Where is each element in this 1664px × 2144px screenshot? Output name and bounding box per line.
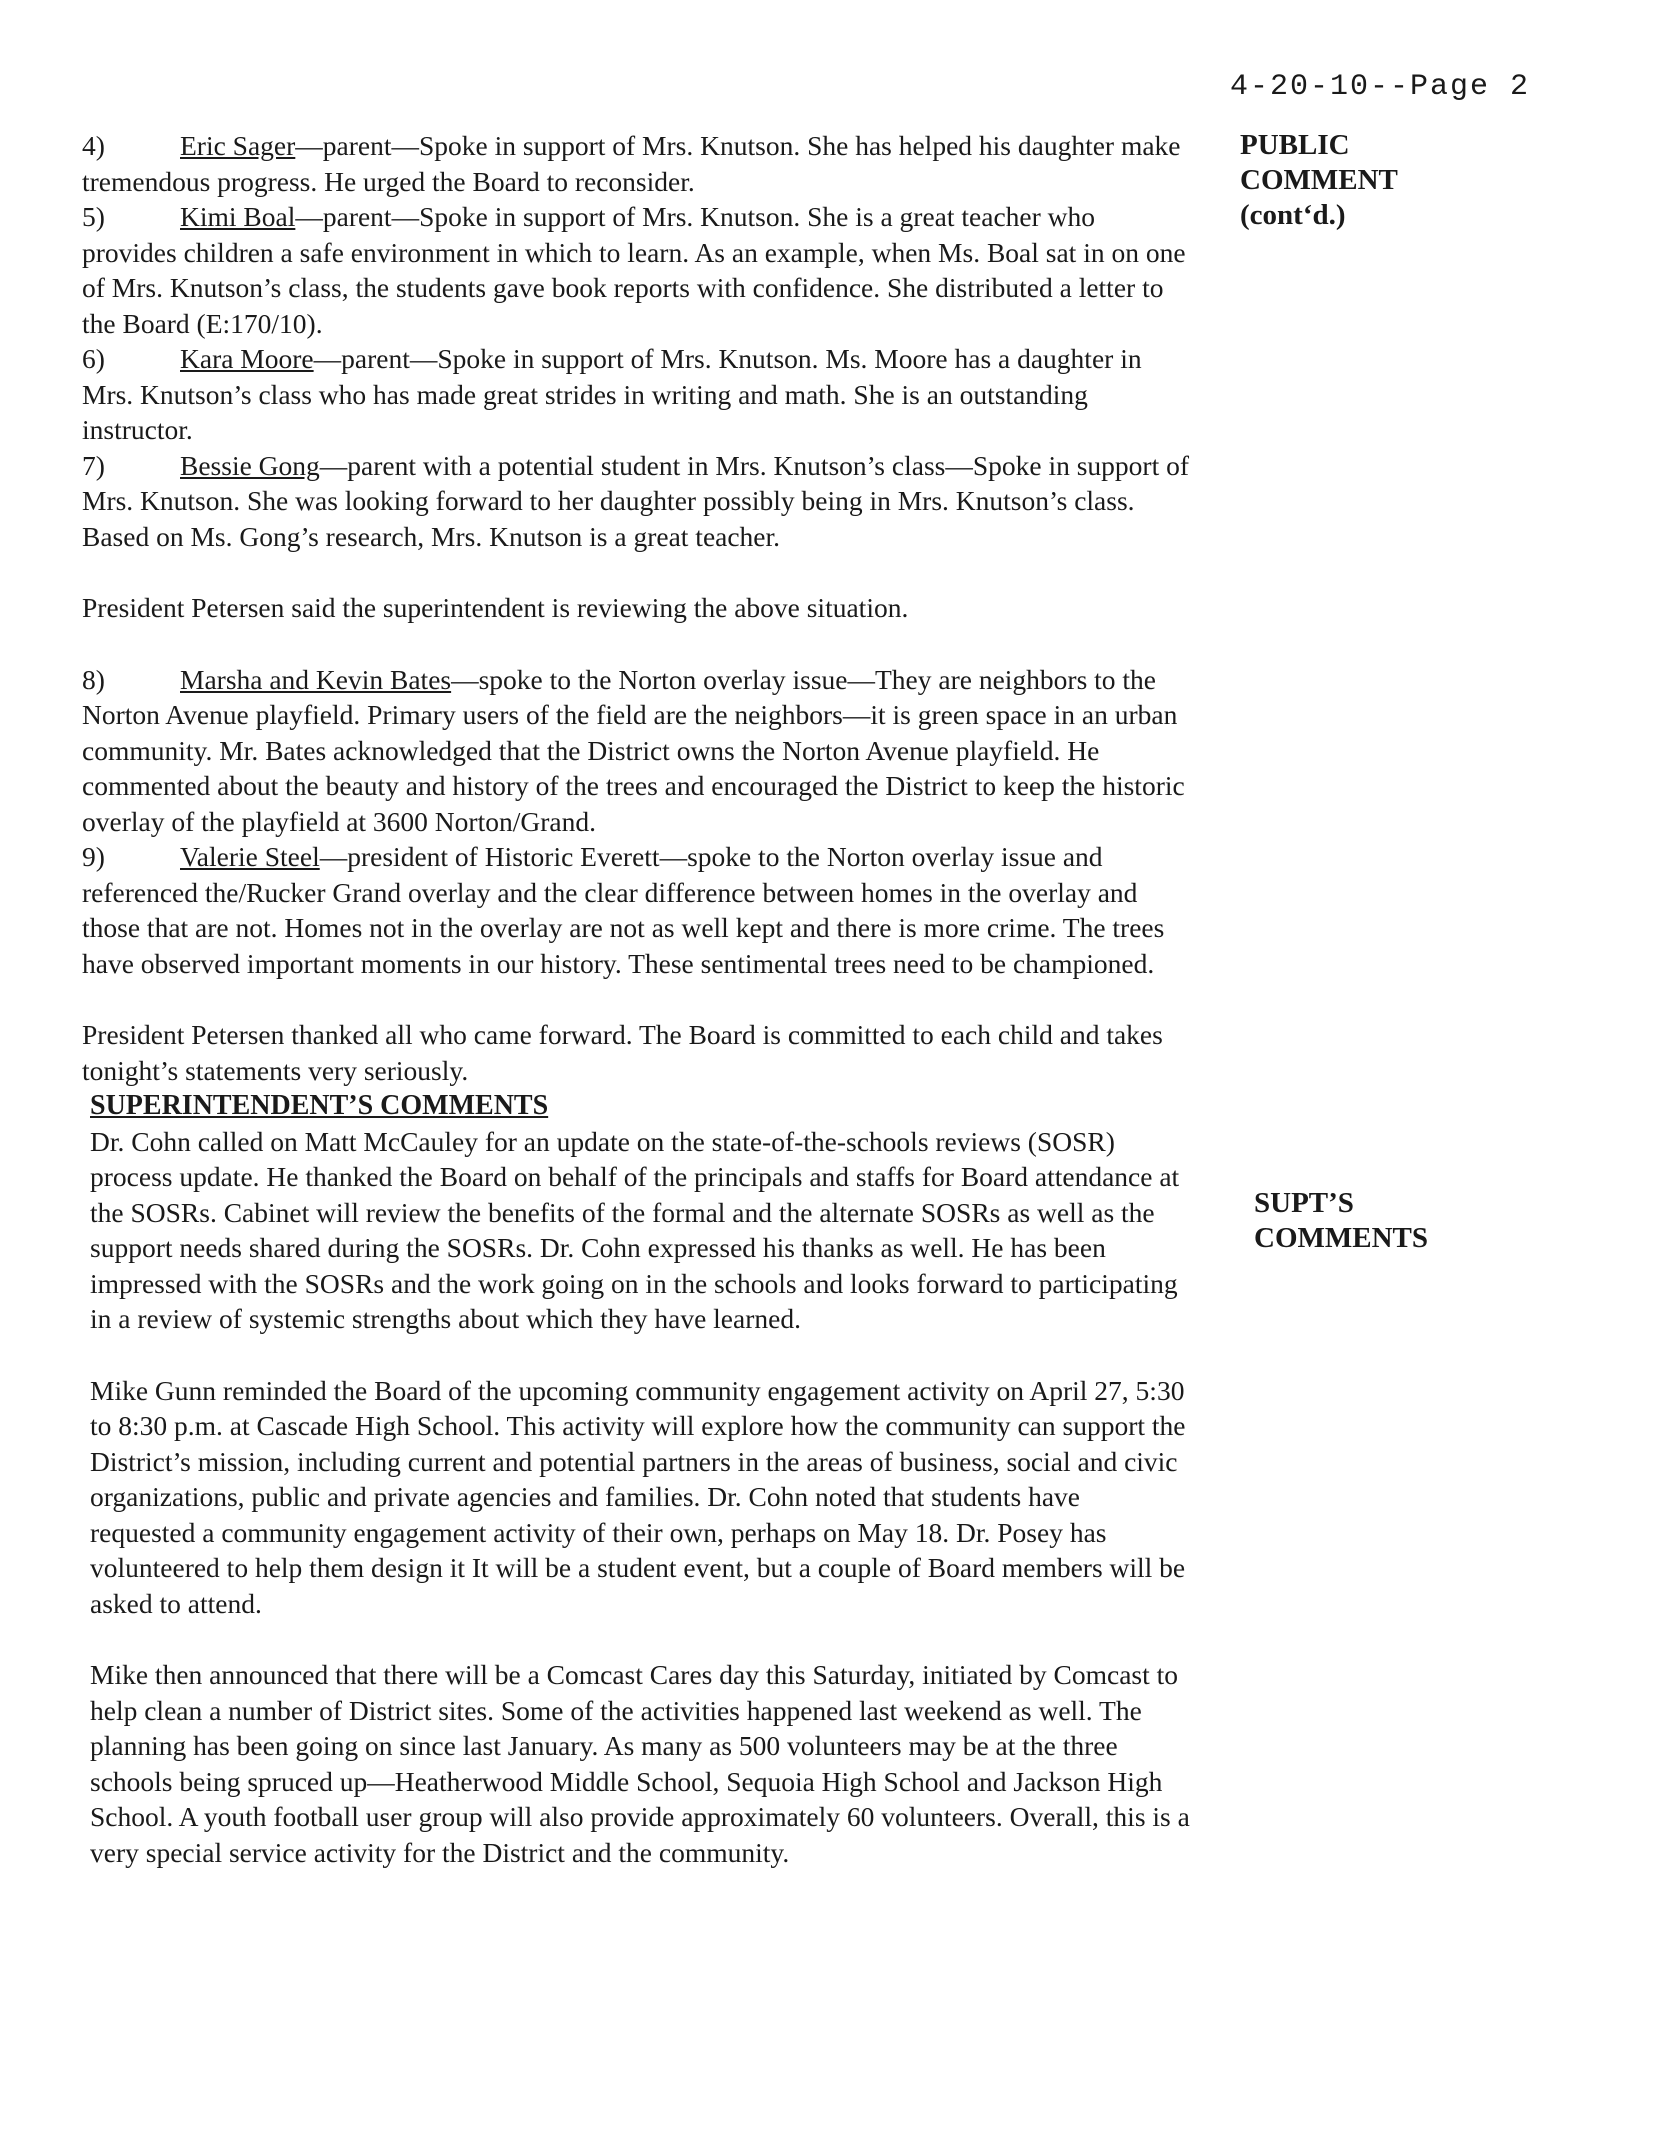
president-review-note: President Petersen said the superintendent is reviewing the above situation. xyxy=(82,592,909,623)
item-number: 8) xyxy=(82,663,105,695)
item-number: 5) xyxy=(82,201,105,232)
item-number: 4) xyxy=(82,130,105,161)
minutes-body xyxy=(82,128,1192,1870)
page-reference: 4-20-10--Page 2 xyxy=(1230,70,1531,104)
comment-item xyxy=(82,662,1192,840)
comment-item xyxy=(82,128,1192,199)
margin-heading-line: SUPT’S xyxy=(1254,1187,1354,1219)
superintendent-paragraph: Mike then announced that there will be a Comcast Cares day this Saturday, initiated by Comcast to help clean a number of District sites. Some of the activities happened last weekend as well. The planning has been going on since last January. As many as 500 volunteers may be at the three schools being spruced up—Heatherwood Middle School, Sequoia High School and Jackson High School. A youth football user group will also provide approximately 60 volunteers. Overall, this is a very special service activity for the District and the community. xyxy=(90,1659,1190,1868)
superintendent-paragraph: Dr. Cohn called on Matt McCauley for an update on the state-of-the-schools reviews (SOSR) process update. He thanked the Board on behalf of the principals and staffs for Board attendance at the SOSRs. Cabinet will review the benefits of the formal and the alternate SOSRs as well as the support needs shared during the SOSRs. Dr. Cohn expressed his thanks as well. He has been impressed with the SOSRs and the work going on in the schools and looks forward to participating in a review of systemic strengths about which they have learned. xyxy=(90,1125,1180,1334)
margin-heading-public-comment xyxy=(1240,128,1398,233)
comment-text: —parent with a potential student in Mrs. Knutson’s class—Spoke in support of Mrs. Knutson. She was looking forward to her daughter possibly being in Mrs. Knutson’s class. Based on Ms. Gong’s research, Mrs. Knutson is a great teacher. xyxy=(82,449,1190,552)
superintendent-paragraph: Mike Gunn reminded the Board of the upcoming community engagement activity on April 27, 5:30 to 8:30 p.m. at Cascade High School. This activity will explore how the community can support the District’s mission, including current and potential partners in the areas of business, social and civic organizations, public and private agencies and families. Dr. Cohn noted that students have requested a community engagement activity of their own, perhaps on May 18. Dr. Posey has volunteered to help them design it It will be a student event, but a couple of Board members will be asked to attend. xyxy=(90,1374,1186,1619)
margin-heading-line: COMMENTS xyxy=(1254,1222,1428,1254)
president-thanks-note: President Petersen thanked all who came forward. The Board is committed to each child and takes tonight’s statements very seriously. xyxy=(82,1019,1163,1086)
item-number: 7) xyxy=(82,449,105,481)
comment-text: —parent—Spoke in support of Mrs. Knutson. She is a great teacher who provides children a safe environment in which to learn. As an example, when Ms. Boal sat in on one of Mrs. Knutson’s class, the students gave book reports with confidence. She distributed a letter to the Board (E:170/10). xyxy=(82,201,1186,339)
speaker-name: Kara Moore xyxy=(180,343,314,374)
comment-item xyxy=(82,448,1192,555)
speaker-name: Valerie Steel xyxy=(180,841,320,872)
comment-text: —spoke to the Norton overlay issue—They are neighbors to the Norton Avenue playfield. Primary users of the field are the neighbors—it is green space in an urban community. Mr. Bates acknowledged that the District owns the Norton Avenue playfield. He commented about the beauty and history of the trees and encouraged the District to keep the historic overlay of the playfield at 3600 Norton/Grand. xyxy=(82,663,1185,837)
speaker-name: Marsha and Kevin Bates xyxy=(180,663,452,695)
margin-heading-line: COMMENT xyxy=(1240,164,1398,196)
margin-heading-line: PUBLIC xyxy=(1240,129,1350,161)
comment-item xyxy=(82,341,1192,448)
speaker-name: Eric Sager xyxy=(180,130,296,161)
speaker-name: Bessie Gong xyxy=(180,449,320,481)
comment-text: —president of Historic Everett—spoke to the Norton overlay issue and referenced the/Rucker Grand overlay and the clear difference between homes in the overlay and those that are not. Homes not in the overlay are not as well kept and there is more crime. The trees have observed important moments in our history. These sentimental trees need to be championed. xyxy=(82,841,1165,979)
comment-item xyxy=(82,839,1192,981)
comment-text: —parent—Spoke in support of Mrs. Knutson. Ms. Moore has a daughter in Mrs. Knutson’s class who has made great strides in writing and math. She is an outstanding instructor. xyxy=(82,343,1142,445)
item-number: 6) xyxy=(82,343,105,374)
superintendent-comments-heading: SUPERINTENDENT’S COMMENTS xyxy=(90,1090,549,1121)
comment-item xyxy=(82,199,1192,341)
margin-heading-supts-comments xyxy=(1254,1186,1428,1256)
item-number: 9) xyxy=(82,841,105,872)
speaker-name: Kimi Boal xyxy=(180,201,296,232)
comment-text: —parent—Spoke in support of Mrs. Knutson. She has helped his daughter make tremendous progress. He urged the Board to reconsider. xyxy=(82,130,1181,197)
margin-heading-line: (cont‘d.) xyxy=(1240,199,1346,231)
